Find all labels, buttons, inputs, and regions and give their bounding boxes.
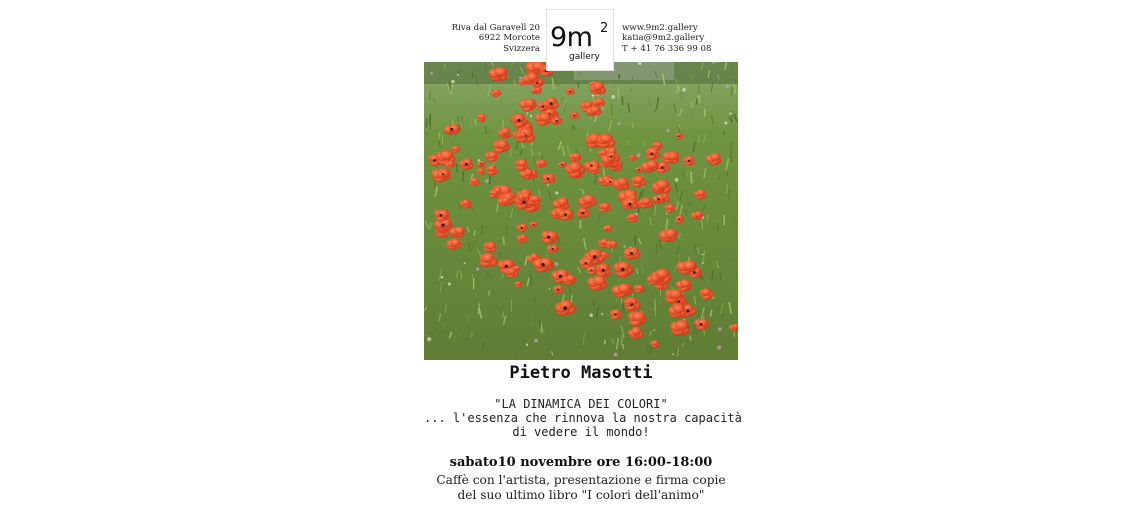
address-line-city: 6922 Morcote (478, 33, 540, 44)
event-description-line-1: Caffè con l'artista, presentazione e firma copie (436, 473, 726, 487)
exhibition-title: "LA DINAMICA DEI COLORI" (494, 397, 668, 411)
event-datetime: sabato10 novembre ore 16:00-18:00 (449, 455, 713, 470)
poppy-flower (535, 159, 547, 168)
contact-phone: T + 41 76 336 99 08 (622, 43, 712, 54)
logo-main-text: 9m (550, 22, 593, 53)
poppy-flower (606, 240, 617, 248)
poppy-flower (595, 263, 611, 277)
logo-subtitle: gallery (569, 52, 600, 62)
address-line-street: Riva dal Garavell 20 (451, 23, 540, 33)
poppy-flower (645, 148, 660, 161)
poppy-flower (606, 152, 616, 161)
poppy-flower (515, 159, 529, 171)
poppy-flower (483, 242, 496, 253)
poppy-field-photo (424, 62, 738, 360)
address-line-country: Svizzera (503, 43, 540, 54)
poppy-flower (569, 153, 582, 162)
poppy-flower (623, 247, 640, 260)
poppy-flower (489, 190, 499, 198)
gallery-address (424, 23, 540, 54)
poppy-flower (662, 151, 679, 163)
poppy-flower (529, 221, 537, 227)
exhibition-description-line-1: ... l'essenza che rinnova la nostra capacità (424, 411, 742, 425)
poppy-flower (497, 197, 510, 206)
contact-email[interactable]: katia@9m2.gallery (622, 33, 705, 44)
logo-superscript: 2 (600, 21, 609, 36)
poppy-flower (553, 285, 564, 294)
poppy-flower (516, 234, 527, 243)
exhibition-poster (424, 0, 742, 508)
poppy-field-image (424, 62, 738, 360)
artist-name: Pietro Masotti (509, 363, 653, 383)
contact-website[interactable]: www.9m2.gallery (622, 23, 698, 33)
poppy-flower (542, 174, 556, 184)
poppy-flower (476, 114, 485, 122)
gallery-logo (546, 9, 614, 71)
exhibition-description-line-2: di vedere il mondo! (512, 425, 650, 439)
gallery-contacts (622, 23, 738, 54)
event-description-line-2: del suo ultimo libro "I colori dell'animo" (457, 488, 705, 502)
